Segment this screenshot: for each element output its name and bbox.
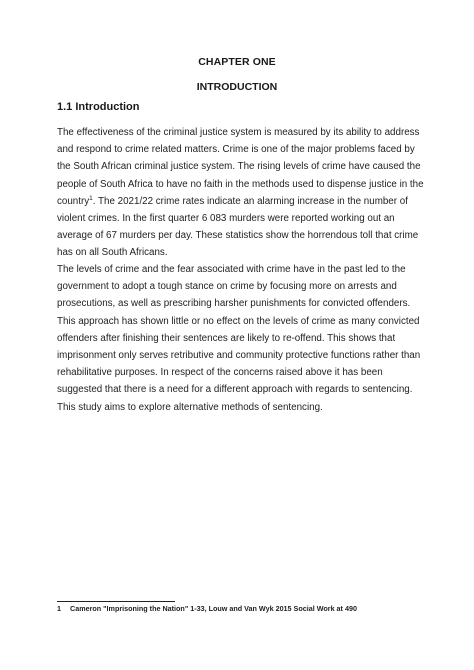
paragraph-2 [57,261,429,416]
paragraph-line: prosecutions, as well as prescribing harsher punishments for convicted offenders. [57,298,411,310]
paragraph-text: The 2021/22 crime rates indicate an alarming increase in the number of [98,195,408,207]
paragraph-line: The levels of crime and the fear associated with crime have in the past led to the [57,264,406,275]
paragraph-line: country$^1$. The 2021/22 crime rates indicate an alarming increase in the number of [57,194,408,207]
footnote-number: 1 [57,604,61,613]
footnote-text: Cameron "Imprisoning the Nation" 1-33, Louw and Van Wyk 2015 Social Work at 490 [70,604,357,613]
chapter-subtitle: INTRODUCTION [196,81,278,93]
paragraph-line: This approach has shown little or no effect on the levels of crime as many convicted [57,315,420,327]
section-heading: 1.1 Introduction [57,101,140,113]
paragraph-line: offenders after finishing their sentences are likely to re-offend. This shows that [57,332,396,344]
footnote-separator [57,601,175,602]
paragraph-line: the South African criminal justice system. The rising levels of crime have caused the [57,161,421,173]
paragraph-line: has on all South Africans. [57,247,168,259]
paragraph-line: rehabilitative purposes. In respect of the concerns raised above it has been [57,367,383,379]
paragraph-line: and respond to crime related matters. Crime is one of the major problems faced by [57,144,415,156]
paragraph-line: The effectiveness of the criminal justice system is measured by its ability to address [57,127,420,138]
paragraph-line: This study aims to explore alternative methods of sentencing. [57,401,323,413]
footnote-reference[interactable]: 1 [89,194,93,202]
paragraph-line: violent crimes. In the first quarter 6 083 murders were reported working out an [57,213,395,225]
paragraph-text: country [57,195,90,207]
footnote [57,604,357,613]
paragraph-line: government to adopt a tough stance on crime by focusing more on arrests and [57,281,397,293]
chapter-title: CHAPTER ONE [198,56,276,68]
paragraph-line: people of South Africa to have no faith in the methods used to dispense justice in the [57,178,424,190]
paragraph-line: average of 67 murders per day. These statistics show the horrendous toll that crime [57,230,419,242]
paragraph-1 [57,124,429,262]
paragraph-line: suggested that there is a need for a different approach with regards to sentencing. [57,384,413,396]
paragraph-line: imprisonment only serves retributive and community protective functions rather than [57,350,421,362]
